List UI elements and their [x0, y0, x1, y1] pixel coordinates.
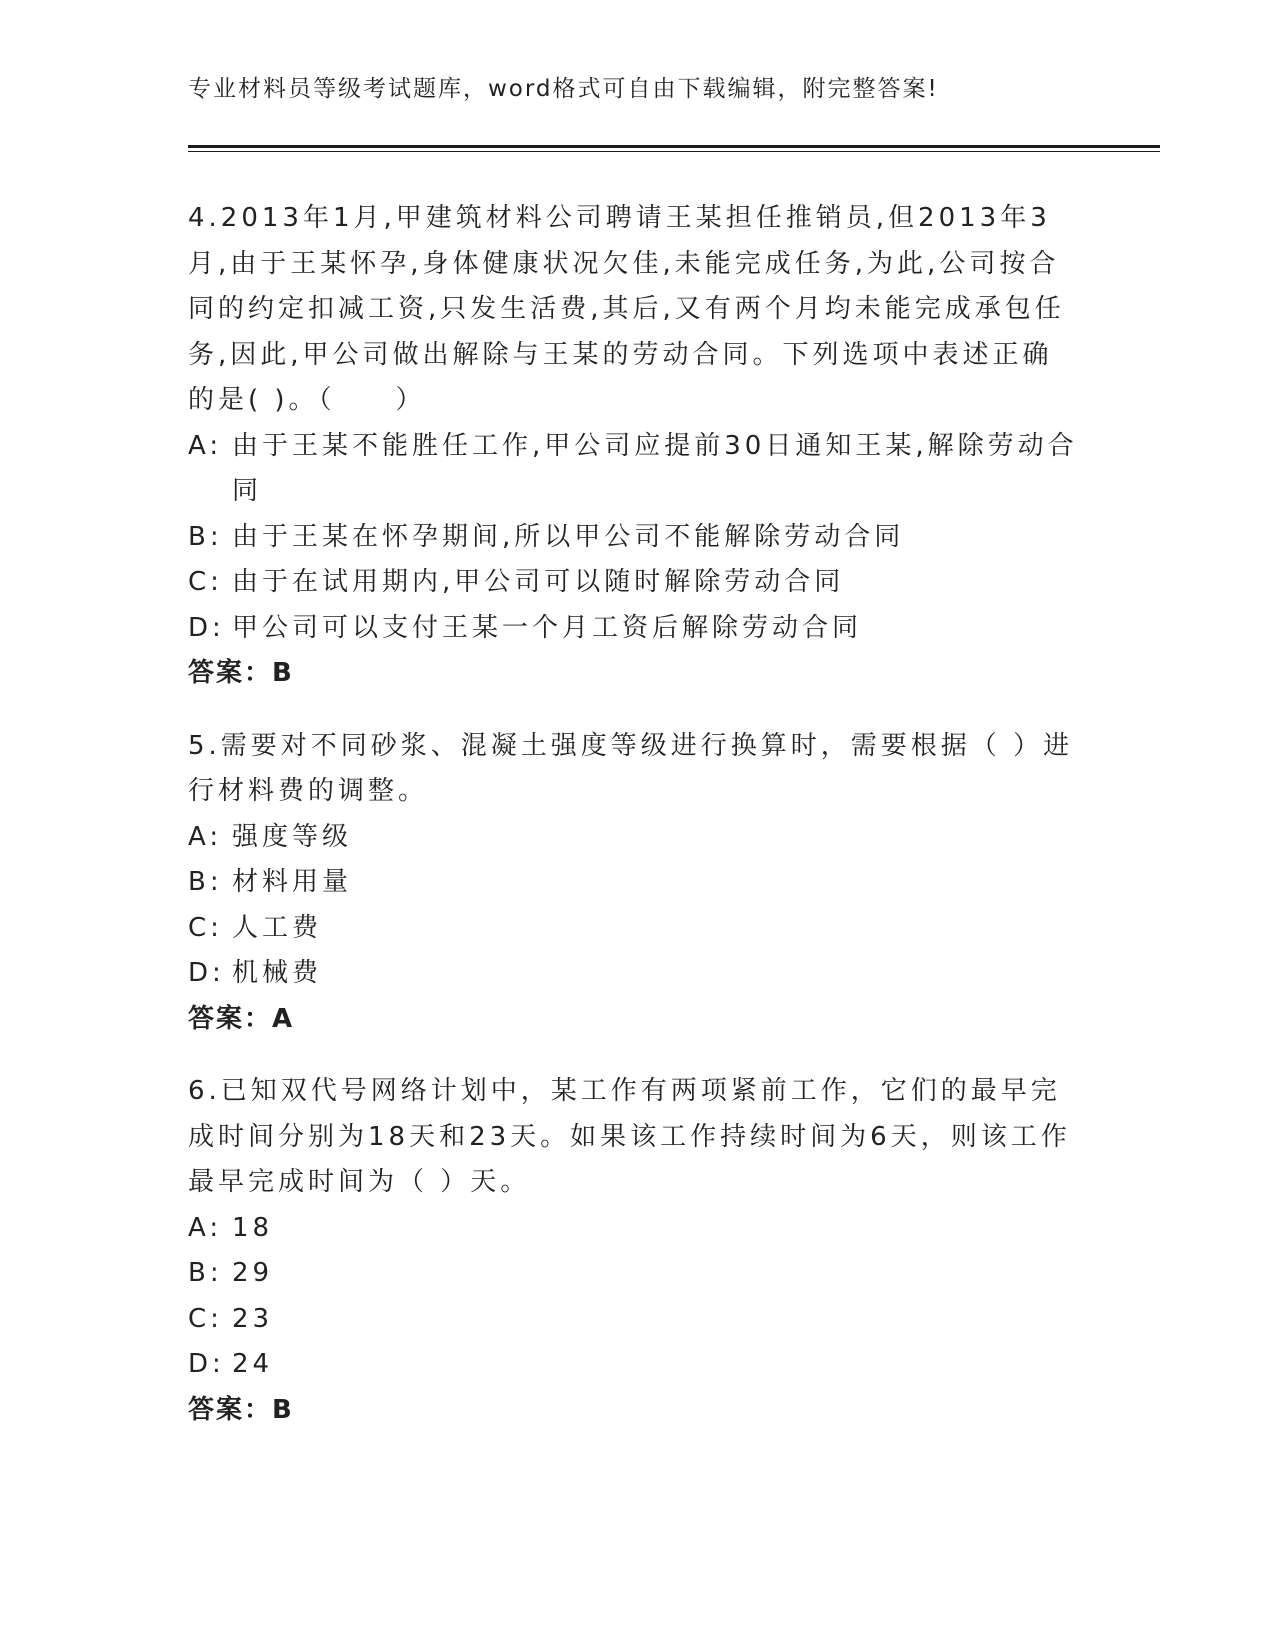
option-key: A:	[188, 430, 223, 461]
option-text: 29	[232, 1258, 274, 1288]
option-d	[188, 606, 1078, 652]
option-key: B:	[188, 521, 223, 552]
answer-label: 答案：B	[188, 1394, 294, 1425]
option-a	[188, 1206, 1078, 1252]
option-b	[188, 860, 1078, 906]
option-text: 由于在试用期内,甲公司可以随时解除劳动合同	[232, 567, 845, 597]
option-b	[188, 1251, 1078, 1297]
option-a	[188, 424, 1078, 515]
option-text: 材料用量	[232, 867, 353, 897]
question-list	[188, 196, 1078, 1460]
option-key: C:	[188, 1303, 223, 1334]
option-text: 23	[232, 1303, 274, 1334]
header-divider-thick	[188, 145, 1160, 148]
option-text: 18	[232, 1212, 274, 1243]
answer-label: 答案：A	[188, 1003, 295, 1034]
question-stem: 5.需要对不同砂浆、混凝土强度等级进行换算时，需要根据（ ）进行材料费的调整。	[188, 730, 1074, 806]
option-key: B:	[188, 1258, 223, 1288]
option-a	[188, 815, 1078, 861]
question-6	[188, 1069, 1078, 1433]
option-b	[188, 515, 1078, 561]
question-4	[188, 196, 1078, 697]
option-text: 强度等级	[232, 821, 353, 852]
option-text: 人工费	[232, 912, 323, 943]
option-key: D:	[188, 612, 225, 643]
question-stem: 6.已知双代号网络计划中，某工作有两项紧前工作，它们的最早完成时间分别为18天和23天。如果该工作持续时间为6天，则该工作最早完成时间为（ ）天。	[188, 1076, 1071, 1197]
option-text: 由于王某在怀孕期间,所以甲公司不能解除劳动合同	[232, 521, 905, 552]
option-text: 甲公司可以支付王某一个月工资后解除劳动合同	[232, 612, 863, 643]
option-key: D:	[188, 958, 225, 988]
option-d	[188, 1342, 1078, 1388]
answer-label: 答案：B	[188, 658, 294, 688]
option-c	[188, 906, 1078, 952]
option-text: 24	[232, 1349, 274, 1379]
option-c	[188, 1297, 1078, 1343]
option-key: D:	[188, 1349, 225, 1379]
page-header: 专业材料员等级考试题库，word格式可自由下载编辑，附完整答案!	[188, 76, 939, 102]
option-key: A:	[188, 821, 223, 852]
question-stem: 4.2013年1月,甲建筑材料公司聘请王某担任推销员,但2013年3月,由于王某怀孕,身体健康状况欠佳,未能完成任务,为此,公司按合同的约定扣减工资,只发生活费,其后,又有两个月均未能完成承包任务,因此,甲公司做出解除与王某的劳动合同。下列选项中表述正确的是( )。（ ）	[188, 203, 1065, 415]
option-key: C:	[188, 567, 223, 597]
option-text: 由于王某不能胜任工作,甲公司应提前30日通知王某,解除劳动合同	[232, 430, 1078, 506]
option-key: B:	[188, 867, 223, 897]
option-d	[188, 951, 1078, 997]
option-text: 机械费	[232, 958, 323, 988]
question-5	[188, 724, 1078, 1043]
option-c	[188, 560, 1078, 606]
option-key: A:	[188, 1212, 223, 1243]
header-divider-thin	[188, 151, 1160, 152]
option-key: C:	[188, 912, 223, 943]
